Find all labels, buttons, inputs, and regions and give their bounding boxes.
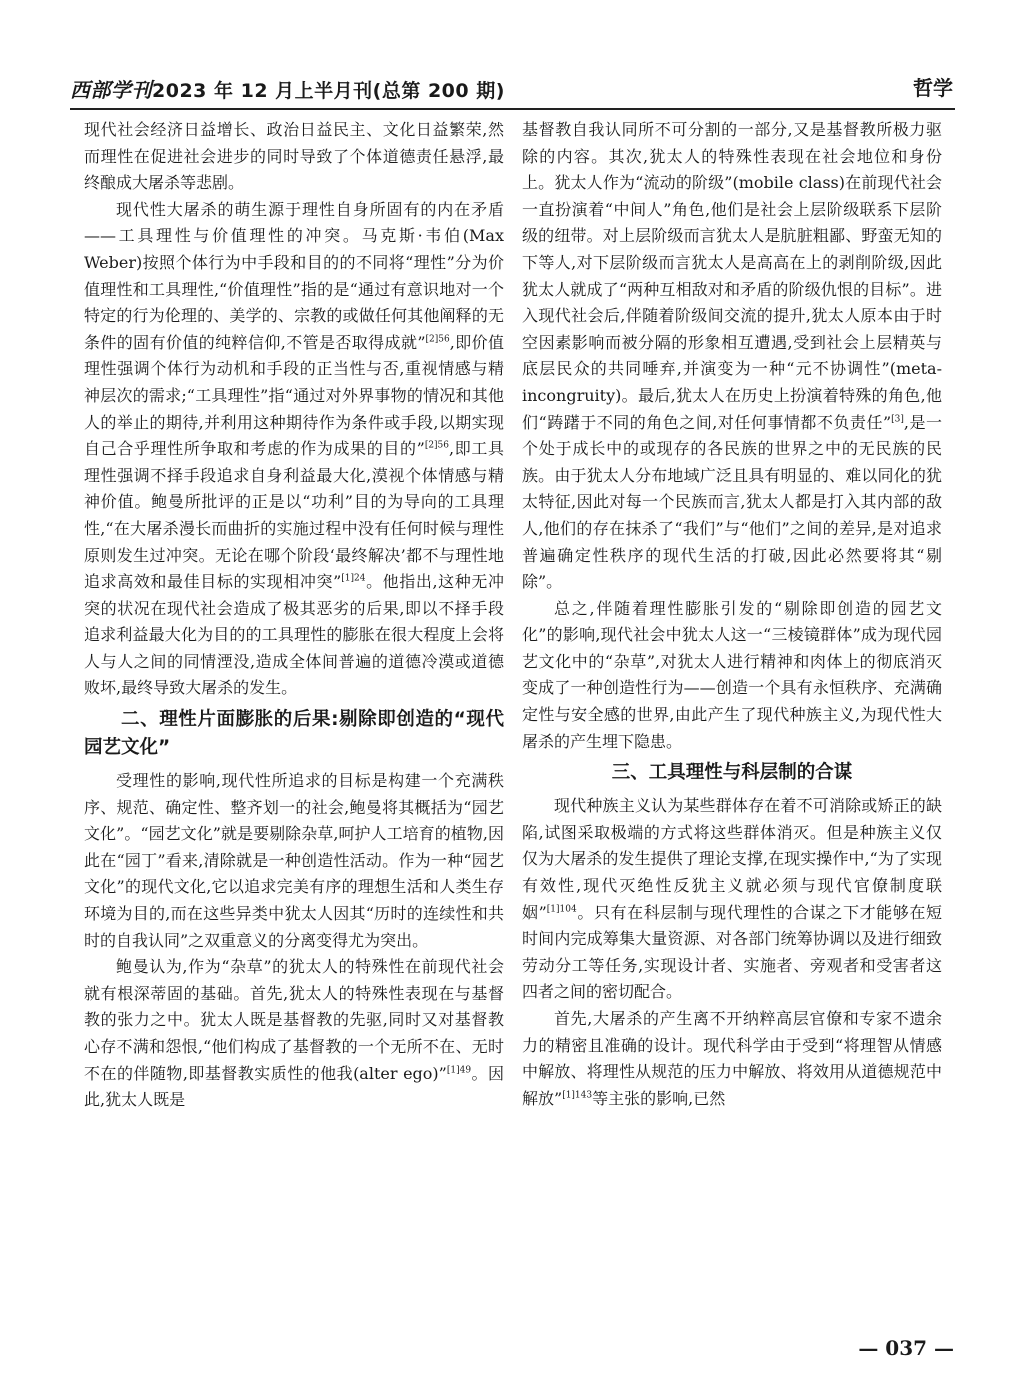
citation: [2]56 — [425, 334, 450, 345]
paragraph: 受理性的影响,现代性所追求的目标是构建一个充满秩序、规范、确定性、整齐划一的社会,鲍曼将其概括为“园艺文化”。“园艺文化”就是要剔除杂草,呵护人工培育的植物,因此在“园丁”看来,清除就是一种创造性活动。作为一种“园艺文化”的现代文化,它以追求完美有序的理想生活和人类生存环境为目的,而在这些异类中犹太人因其“历时的连续性和共时的自我认同”之双重意义的分离变得尤为突出。 — [84, 771, 504, 950]
citation: [3] — [891, 414, 904, 425]
section-label: 哲学 — [913, 76, 953, 100]
paragraph-text: 等主张的影响,已然 — [592, 1088, 726, 1108]
right-column — [522, 117, 942, 1112]
citation: [1]24 — [341, 573, 366, 584]
section-heading: 三、工具理性与科层制的合谋 — [611, 762, 853, 784]
journal-logo: 西部学刊 — [70, 78, 152, 102]
paragraph-text: 。只有在科层制与现代理性的合谋之下才能够在短时间内完成筹集大量资源、对各部门统筹协调以及进行细致劳动分工等任务,实现设计者、实施者、旁观者和受害者这四者之间的密切配合。 — [522, 902, 942, 1002]
paragraph-text: 鲍曼认为,作为“杂草”的犹太人的特殊性在前现代社会就有根深蒂固的基础。首先,犹太人的特殊性表现在与基督教的张力之中。犹太人既是基督教的先驱,同时又对基督教心存不满和怨恨,“他们构成了基督教的一个无所不在、无时不在的伴随物,即基督教实质性的他我(alter ego)” — [84, 957, 504, 1083]
citation: [1]143 — [562, 1090, 593, 1101]
paragraph-text: 首先,大屠杀的产生离不开纳粹高层官僚和专家不遗余力的精密且准确的设计。现代科学由于受到“将理智从情感中解放、将理性从规范的压力中解放、将效用从道德规范中解放” — [522, 1009, 942, 1108]
journal-title — [70, 74, 505, 103]
issue-info: 2023 年 12 月上半月刊(总第 200 期) — [152, 80, 505, 102]
paragraph — [522, 1006, 942, 1112]
page-header — [70, 68, 955, 110]
left-column — [84, 117, 504, 1114]
section-heading: 二、理性片面膨胀的后果:剔除即创造的“现代园艺文化” — [84, 709, 504, 759]
citation: [1]104 — [546, 904, 577, 915]
paragraph — [522, 793, 942, 1006]
page-number: — 037 — — [858, 1336, 954, 1360]
paragraph-text: 基督教自我认同所不可分割的一部分,又是基督教所极力驱除的内容。其次,犹太人的特殊性表现在社会地位和身份上。犹太人作为“流动的阶级”(mobile class)在前现代社会一直扮演着“中间人”角色,他们是社会上层阶级联系下层阶级的纽带。对上层阶级而言犹太人是肮脏粗鄙、野蛮无知的下等人,对下层阶级而言犹太人是高高在上的剥削阶级,因此犹太人就成了“两种互相敌对和矛盾的阶级仇恨的目标”。进入现代社会后,伴随着阶级间交流的提升,犹太人原本由于时空因素影响而被分隔的形象相互遭遇,受到社会上层精英与底层民众的共同唾弃,并演变为一种“元不协调性”(meta-incongruity)。最后,犹太人在历史上扮演着特殊的角色,他们“踌躇于不同的角色之间,对任何事情都不负责任” — [522, 120, 942, 432]
paragraph: 现代社会经济日益增长、政治日益民主、文化日益繁荣,然而理性在促进社会进步的同时导致了个体道德责任悬浮,最终酿成大屠杀等悲剧。 — [84, 120, 504, 193]
paragraph-text: ,即价值理性强调个体行为动机和手段的正当性与否,重视情感与精神层次的需求;“工具理性”指“通过对外界事物的情况和其他人的举止的期待,并利用这种期待作为条件或手段,以期实现自己合乎理性所争取和考虑的作为成果的目的” — [84, 332, 504, 459]
citation: [1]49 — [446, 1065, 472, 1076]
paragraph-text: 现代性大屠杀的萌生源于理性自身所固有的内在矛盾——工具理性与价值理性的冲突。马克斯·韦伯(Max Weber)按照个体行为中手段和目的的不同将“理性”分为价值理性和工具理性,“价值理性”指的是“通过有意识地对一个特定的行为伦理的、美学的、宗教的或做任何其他阐释的无条件的固有价值的纯粹信仰,不管是否取得成就” — [84, 199, 504, 352]
paragraph-text: ,是一个处于成长中的或现存的各民族的世界之中的无民族的民族。由于犹太人分布地域广泛且具有明显的、难以同化的犹太特征,因此对每一个民族而言,犹太人都是打入其内部的敌人,他们的存在抹杀了“我们”与“他们”之间的差异,是对追求普遍确定性秩序的现代生活的打破,因此必然要将其“剔除”。 — [522, 412, 942, 592]
paragraph-text: 。因此,犹太人既是 — [84, 1063, 504, 1110]
paragraph-text: ,即工具理性强调不择手段追求自身利益最大化,漠视个体情感与精神价值。鲍曼所批评的正是以“功利”目的为导向的工具理性,“在大屠杀漫长而曲折的实施过程中没有任何时候与理性原则发生过冲突。无论在哪个阶段‘最终解决’都不与理性地追求高效和最佳目标的实现相冲突” — [84, 439, 504, 592]
paragraph: 总之,伴随着理性膨胀引发的“剔除即创造的园艺文化”的影响,现代社会中犹太人这一“三棱镜群体”成为现代园艺文化中的“杂草”,对犹太人进行精神和肉体上的彻底消灭变成了一种创造性行为——创造一个具有永恒秩序、充满确定性与安全感的世界,由此产生了现代种族主义,为现代性大屠杀的产生埋下隐患。 — [522, 598, 942, 751]
paragraph — [84, 954, 504, 1114]
paragraph-text: 现代种族主义认为某些群体存在着不可消除或矫正的缺陷,试图采取极端的方式将这些群体消灭。但是种族主义仅仅为大屠杀的发生提供了理论支撑,在现实操作中,“为了实现有效性,现代灭绝性反犹主义就必须与现代官僚制度联姻” — [522, 796, 942, 922]
paragraph-text: 。他指出,这种无冲突的状况在现代社会造成了极其恶劣的后果,即以不择手段追求利益最大化为目的的工具理性的膨胀在很大程度上会将人与人之间的同情湮没,造成全体间普遍的道德冷漠或道德败坏,最终导致大屠杀的发生。 — [84, 572, 504, 698]
paragraph — [84, 197, 504, 702]
citation: [2]56 — [424, 440, 450, 451]
paragraph — [522, 117, 942, 596]
